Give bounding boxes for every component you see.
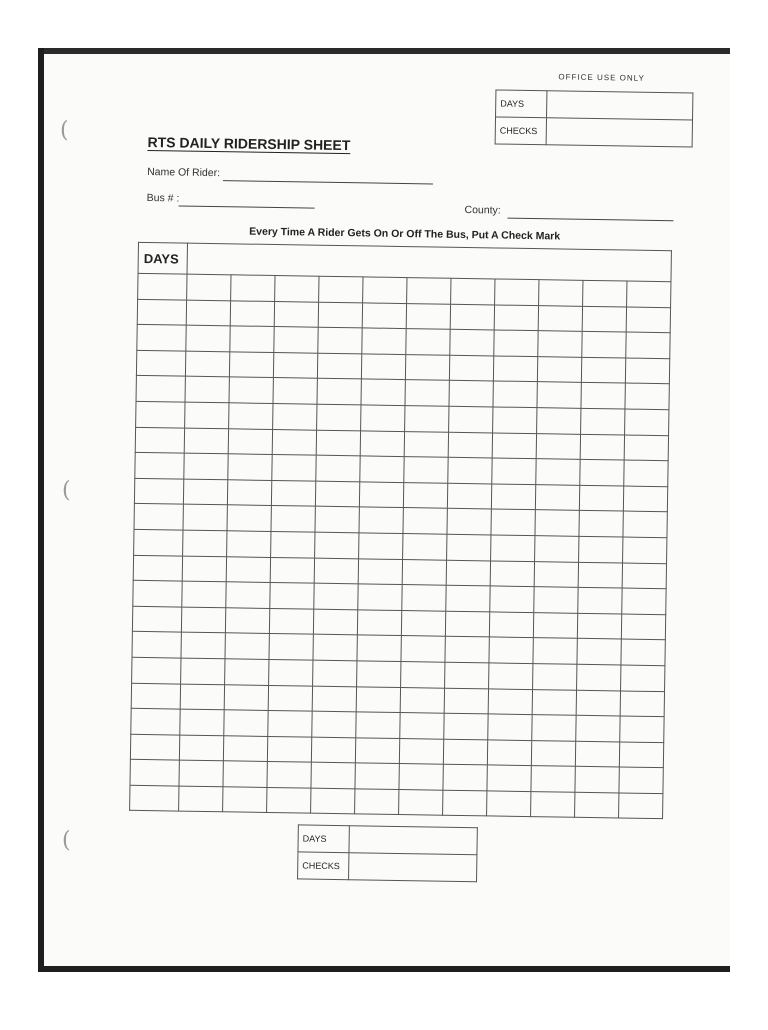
- check-cell[interactable]: [623, 486, 667, 512]
- check-cell[interactable]: [131, 683, 180, 709]
- check-cell[interactable]: [314, 558, 358, 584]
- check-cell[interactable]: [312, 686, 356, 712]
- check-cell[interactable]: [183, 479, 227, 505]
- check-cell[interactable]: [357, 610, 401, 636]
- check-cell[interactable]: [315, 532, 359, 558]
- check-cell[interactable]: [451, 278, 495, 304]
- check-cell[interactable]: [534, 587, 578, 613]
- check-cell[interactable]: [318, 327, 362, 353]
- office-checks-label: CHECKS: [495, 117, 546, 145]
- check-cell[interactable]: [362, 302, 406, 328]
- check-cell[interactable]: [580, 434, 624, 460]
- check-cell[interactable]: [275, 276, 319, 302]
- check-cell[interactable]: [579, 536, 623, 562]
- check-cell[interactable]: [130, 760, 179, 786]
- check-cell[interactable]: [355, 789, 399, 815]
- check-cell[interactable]: [488, 714, 532, 740]
- summary-box: [297, 824, 478, 882]
- check-cell[interactable]: [181, 632, 225, 658]
- check-cell[interactable]: [179, 760, 223, 786]
- check-cell[interactable]: [185, 402, 229, 428]
- check-cell[interactable]: [621, 639, 665, 665]
- check-cell[interactable]: [492, 433, 536, 459]
- office-checks-row: [495, 117, 692, 147]
- check-cell[interactable]: [619, 742, 663, 768]
- check-cell[interactable]: [487, 791, 531, 817]
- check-cell[interactable]: [229, 403, 273, 429]
- check-cell[interactable]: [179, 786, 223, 812]
- check-cell[interactable]: [575, 767, 619, 793]
- check-cell[interactable]: [406, 329, 450, 355]
- check-cell[interactable]: [536, 459, 580, 485]
- check-cell[interactable]: [443, 764, 487, 790]
- check-cell[interactable]: [229, 377, 273, 403]
- check-cell[interactable]: [625, 409, 669, 435]
- check-cell[interactable]: [403, 508, 447, 534]
- check-cell[interactable]: [181, 607, 225, 633]
- check-cell[interactable]: [319, 276, 363, 302]
- check-cell[interactable]: [269, 659, 313, 685]
- check-cell[interactable]: [619, 767, 663, 793]
- check-cell[interactable]: [227, 531, 271, 557]
- check-cell[interactable]: [405, 354, 449, 380]
- check-cell[interactable]: [313, 634, 357, 660]
- check-cell[interactable]: [313, 660, 357, 686]
- check-cell[interactable]: [357, 661, 401, 687]
- rider-name-label: Name Of Rider:: [147, 165, 221, 180]
- check-cell[interactable]: [445, 662, 489, 688]
- check-cell[interactable]: [182, 581, 226, 607]
- check-cell[interactable]: [267, 787, 311, 813]
- check-cell[interactable]: [448, 457, 492, 483]
- check-cell[interactable]: [407, 278, 451, 304]
- check-cell[interactable]: [626, 332, 670, 358]
- check-cell[interactable]: [531, 791, 575, 817]
- check-cell[interactable]: [136, 401, 185, 427]
- office-days-label: DAYS: [496, 90, 547, 118]
- check-cell[interactable]: [360, 430, 404, 456]
- check-cell[interactable]: [361, 405, 405, 431]
- check-cell[interactable]: [313, 609, 357, 635]
- check-cell[interactable]: [623, 511, 667, 537]
- check-cell[interactable]: [622, 563, 666, 589]
- check-cell[interactable]: [227, 480, 271, 506]
- check-cell[interactable]: [400, 687, 444, 713]
- check-cell[interactable]: [449, 355, 493, 381]
- office-days-field[interactable]: [547, 91, 693, 120]
- check-cell[interactable]: [443, 790, 487, 816]
- check-cell[interactable]: [491, 484, 535, 510]
- check-cell[interactable]: [400, 713, 444, 739]
- check-cell[interactable]: [583, 280, 627, 306]
- check-cell[interactable]: [491, 535, 535, 561]
- check-cell[interactable]: [448, 432, 492, 458]
- bus-number-field[interactable]: [179, 205, 315, 208]
- check-cell[interactable]: [231, 275, 275, 301]
- check-cell[interactable]: [446, 585, 490, 611]
- check-cell[interactable]: [134, 529, 183, 555]
- check-cell[interactable]: [405, 406, 449, 432]
- check-cell[interactable]: [182, 556, 226, 582]
- check-cell[interactable]: [406, 303, 450, 329]
- check-cell[interactable]: [135, 427, 184, 453]
- check-cell[interactable]: [445, 611, 489, 637]
- hole-punch-mark-middle: (: [62, 478, 71, 503]
- check-cell[interactable]: [224, 684, 268, 710]
- check-cell[interactable]: [627, 281, 671, 307]
- summary-checks-label: CHECKS: [298, 852, 349, 880]
- check-cell[interactable]: [137, 325, 186, 351]
- check-cell[interactable]: [358, 558, 402, 584]
- check-cell[interactable]: [489, 637, 533, 663]
- check-cell[interactable]: [138, 273, 187, 299]
- summary-days-row: [298, 825, 477, 855]
- check-cell[interactable]: [227, 505, 271, 531]
- check-cell[interactable]: [489, 612, 533, 638]
- check-cell[interactable]: [576, 690, 620, 716]
- check-cell[interactable]: [131, 708, 180, 734]
- check-cell[interactable]: [134, 478, 183, 504]
- check-cell[interactable]: [446, 560, 490, 586]
- check-cell[interactable]: [130, 785, 179, 811]
- check-cell[interactable]: [230, 326, 274, 352]
- check-cell[interactable]: [577, 664, 621, 690]
- check-cell[interactable]: [355, 763, 399, 789]
- check-cell[interactable]: [537, 408, 581, 434]
- summary-checks-row: [298, 852, 477, 882]
- check-cell[interactable]: [180, 709, 224, 735]
- check-cell[interactable]: [224, 710, 268, 736]
- check-cell[interactable]: [577, 613, 621, 639]
- check-cell[interactable]: [359, 533, 403, 559]
- check-cell[interactable]: [401, 636, 445, 662]
- check-cell[interactable]: [399, 738, 443, 764]
- check-cell[interactable]: [225, 607, 269, 633]
- office-use-box: [495, 89, 694, 147]
- check-cell[interactable]: [533, 664, 577, 690]
- check-cell[interactable]: [622, 588, 666, 614]
- check-cell[interactable]: [403, 482, 447, 508]
- check-cell[interactable]: [579, 485, 623, 511]
- check-cell[interactable]: [619, 793, 663, 819]
- check-cell[interactable]: [581, 408, 625, 434]
- check-cell[interactable]: [487, 765, 531, 791]
- check-cell[interactable]: [316, 455, 360, 481]
- check-cell[interactable]: [272, 429, 316, 455]
- check-cell[interactable]: [185, 376, 229, 402]
- check-cell[interactable]: [532, 715, 576, 741]
- check-cell[interactable]: [533, 638, 577, 664]
- check-cell[interactable]: [624, 435, 668, 461]
- check-cell[interactable]: [575, 792, 619, 818]
- check-cell[interactable]: [582, 306, 626, 332]
- check-cell[interactable]: [363, 277, 407, 303]
- check-cell[interactable]: [223, 787, 267, 813]
- check-cell[interactable]: [359, 507, 403, 533]
- check-cell[interactable]: [271, 506, 315, 532]
- check-cell[interactable]: [225, 659, 269, 685]
- office-use-label: OFFICE USE ONLY: [558, 72, 645, 83]
- check-cell[interactable]: [223, 735, 267, 761]
- check-cell[interactable]: [620, 690, 664, 716]
- check-cell[interactable]: [223, 761, 267, 787]
- check-cell[interactable]: [531, 740, 575, 766]
- check-cell[interactable]: [317, 353, 361, 379]
- check-cell[interactable]: [359, 482, 403, 508]
- check-cell[interactable]: [531, 766, 575, 792]
- check-cell[interactable]: [581, 357, 625, 383]
- check-cell[interactable]: [575, 741, 619, 767]
- check-cell[interactable]: [399, 789, 443, 815]
- check-cell[interactable]: [184, 428, 228, 454]
- check-cell[interactable]: [447, 509, 491, 535]
- check-cell[interactable]: [270, 583, 314, 609]
- check-cell[interactable]: [269, 634, 313, 660]
- check-cell[interactable]: [272, 455, 316, 481]
- check-cell[interactable]: [621, 614, 665, 640]
- grid-days-header: DAYS: [138, 242, 187, 274]
- check-cell[interactable]: [538, 305, 582, 331]
- check-cell[interactable]: [491, 509, 535, 535]
- check-cell[interactable]: [578, 562, 622, 588]
- check-cell[interactable]: [317, 379, 361, 405]
- check-cell[interactable]: [316, 430, 360, 456]
- county-label: County:: [464, 203, 501, 217]
- check-cell[interactable]: [404, 457, 448, 483]
- check-cell[interactable]: [355, 738, 399, 764]
- summary-days-field[interactable]: [349, 826, 477, 855]
- check-cell[interactable]: [536, 433, 580, 459]
- check-cell[interactable]: [271, 480, 315, 506]
- check-cell[interactable]: [311, 788, 355, 814]
- check-cell[interactable]: [535, 536, 579, 562]
- check-cell[interactable]: [532, 689, 576, 715]
- check-cell[interactable]: [315, 507, 359, 533]
- check-cell[interactable]: [402, 559, 446, 585]
- check-cell[interactable]: [137, 299, 186, 325]
- check-cell[interactable]: [534, 561, 578, 587]
- check-cell[interactable]: [535, 510, 579, 536]
- check-cell[interactable]: [356, 686, 400, 712]
- check-cell[interactable]: [179, 735, 223, 761]
- check-cell[interactable]: [267, 762, 311, 788]
- check-cell[interactable]: [133, 555, 182, 581]
- hole-punch-mark-top: (: [60, 118, 69, 143]
- check-cell[interactable]: [361, 379, 405, 405]
- office-days-row: [496, 90, 693, 120]
- check-cell[interactable]: [401, 661, 445, 687]
- check-cell[interactable]: [229, 352, 273, 378]
- summary-checks-field[interactable]: [349, 853, 477, 882]
- check-cell[interactable]: [620, 716, 664, 742]
- check-cell[interactable]: [537, 356, 581, 382]
- check-cell[interactable]: [269, 608, 313, 634]
- check-cell[interactable]: [273, 352, 317, 378]
- check-cell[interactable]: [623, 537, 667, 563]
- check-cell[interactable]: [268, 711, 312, 737]
- hole-punch-mark-bottom: (: [62, 828, 71, 853]
- rider-name-field[interactable]: [223, 180, 433, 184]
- check-cell[interactable]: [183, 530, 227, 556]
- check-cell[interactable]: [225, 633, 269, 659]
- check-cell[interactable]: [449, 381, 493, 407]
- check-cell[interactable]: [317, 404, 361, 430]
- check-cell[interactable]: [273, 378, 317, 404]
- check-cell[interactable]: [402, 585, 446, 611]
- check-cell[interactable]: [273, 403, 317, 429]
- check-cell[interactable]: [268, 685, 312, 711]
- check-cell[interactable]: [314, 583, 358, 609]
- check-cell[interactable]: [495, 279, 539, 305]
- check-cell[interactable]: [494, 305, 538, 331]
- page-title: RTS DAILY RIDERSHIP SHEET: [147, 133, 351, 154]
- check-cell[interactable]: [228, 428, 272, 454]
- check-cell[interactable]: [312, 711, 356, 737]
- check-cell[interactable]: [404, 431, 448, 457]
- check-cell[interactable]: [357, 635, 401, 661]
- check-cell[interactable]: [186, 300, 230, 326]
- ridership-grid: [129, 242, 672, 820]
- bus-number-label: Bus # :: [146, 191, 180, 205]
- check-cell[interactable]: [493, 381, 537, 407]
- check-cell[interactable]: [579, 511, 623, 537]
- check-cell[interactable]: [539, 280, 583, 306]
- check-cell[interactable]: [186, 325, 230, 351]
- check-cell[interactable]: [130, 734, 179, 760]
- check-cell[interactable]: [443, 739, 487, 765]
- check-cell[interactable]: [226, 582, 270, 608]
- check-cell[interactable]: [361, 354, 405, 380]
- check-cell[interactable]: [488, 688, 532, 714]
- check-cell[interactable]: [267, 736, 311, 762]
- check-cell[interactable]: [136, 350, 185, 376]
- county-field[interactable]: [507, 218, 673, 222]
- check-cell[interactable]: [315, 481, 359, 507]
- check-cell[interactable]: [576, 715, 620, 741]
- check-cell[interactable]: [360, 456, 404, 482]
- check-cell[interactable]: [133, 580, 182, 606]
- check-cell[interactable]: [185, 351, 229, 377]
- check-cell[interactable]: [132, 606, 181, 632]
- instruction-text: Every Time A Rider Gets On Or Off The Bus, Put A Check Mark: [249, 225, 561, 243]
- check-cell[interactable]: [581, 383, 625, 409]
- check-cell[interactable]: [445, 637, 489, 663]
- check-cell[interactable]: [318, 302, 362, 328]
- check-cell[interactable]: [444, 713, 488, 739]
- check-cell[interactable]: [535, 484, 579, 510]
- check-cell[interactable]: [580, 459, 624, 485]
- check-cell[interactable]: [403, 533, 447, 559]
- check-cell[interactable]: [132, 657, 181, 683]
- check-cell[interactable]: [577, 639, 621, 665]
- check-cell[interactable]: [489, 663, 533, 689]
- check-cell[interactable]: [493, 356, 537, 382]
- check-cell[interactable]: [270, 557, 314, 583]
- check-cell[interactable]: [271, 531, 315, 557]
- check-cell[interactable]: [493, 407, 537, 433]
- check-cell[interactable]: [538, 331, 582, 357]
- summary-days-label: DAYS: [298, 825, 349, 853]
- check-cell[interactable]: [405, 380, 449, 406]
- check-cell[interactable]: [132, 632, 181, 658]
- check-cell[interactable]: [578, 587, 622, 613]
- check-cell[interactable]: [181, 658, 225, 684]
- check-cell[interactable]: [624, 460, 668, 486]
- check-cell[interactable]: [490, 560, 534, 586]
- check-cell[interactable]: [230, 300, 274, 326]
- ridership-grid-table: [129, 242, 672, 820]
- check-cell[interactable]: [447, 483, 491, 509]
- check-cell[interactable]: [274, 301, 318, 327]
- check-cell[interactable]: [444, 688, 488, 714]
- check-cell[interactable]: [184, 453, 228, 479]
- check-cell[interactable]: [311, 762, 355, 788]
- check-cell[interactable]: [582, 332, 626, 358]
- check-cell[interactable]: [494, 330, 538, 356]
- check-cell[interactable]: [533, 612, 577, 638]
- check-cell[interactable]: [401, 610, 445, 636]
- check-cell[interactable]: [447, 534, 491, 560]
- check-cell[interactable]: [311, 737, 355, 763]
- check-cell[interactable]: [362, 328, 406, 354]
- check-cell[interactable]: [399, 764, 443, 790]
- check-cell[interactable]: [228, 454, 272, 480]
- check-cell[interactable]: [625, 358, 669, 384]
- check-cell[interactable]: [180, 684, 224, 710]
- check-cell[interactable]: [537, 382, 581, 408]
- check-cell[interactable]: [358, 584, 402, 610]
- check-cell[interactable]: [621, 665, 665, 691]
- check-cell[interactable]: [183, 504, 227, 530]
- check-cell[interactable]: [450, 304, 494, 330]
- check-cell[interactable]: [226, 556, 270, 582]
- check-cell[interactable]: [626, 307, 670, 333]
- check-cell[interactable]: [135, 452, 184, 478]
- check-cell[interactable]: [450, 329, 494, 355]
- office-checks-field[interactable]: [546, 118, 692, 147]
- check-cell[interactable]: [274, 327, 318, 353]
- check-cell[interactable]: [625, 383, 669, 409]
- check-cell[interactable]: [136, 376, 185, 402]
- check-cell[interactable]: [134, 504, 183, 530]
- check-cell[interactable]: [490, 586, 534, 612]
- check-cell[interactable]: [356, 712, 400, 738]
- check-cell[interactable]: [487, 740, 531, 766]
- check-cell[interactable]: [187, 274, 231, 300]
- check-cell[interactable]: [492, 458, 536, 484]
- check-cell[interactable]: [449, 406, 493, 432]
